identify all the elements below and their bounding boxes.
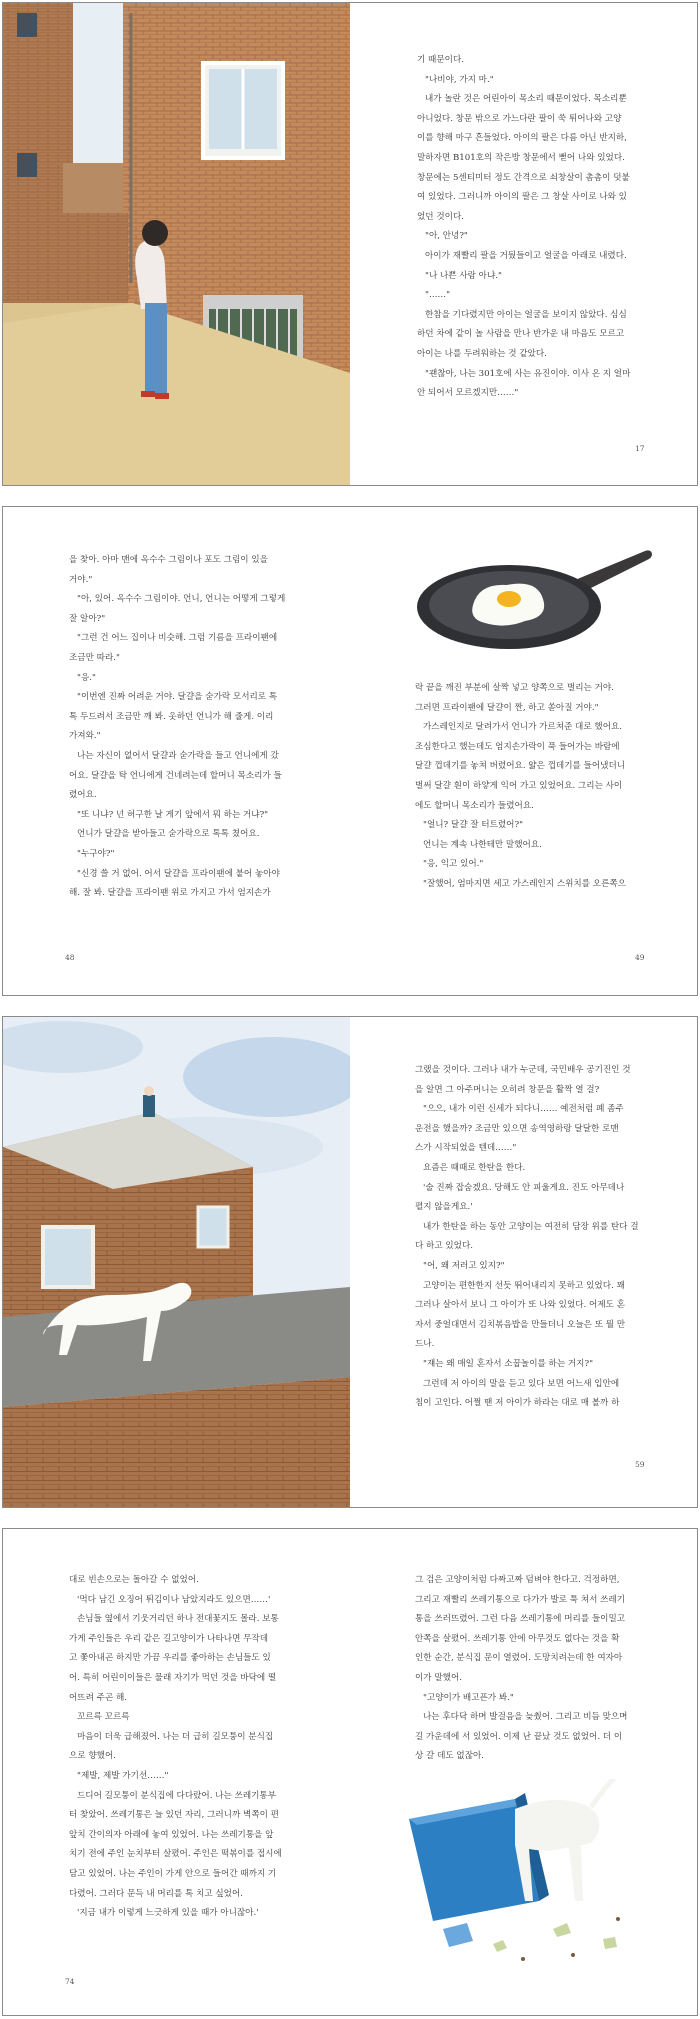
page-number: 49 <box>635 953 645 962</box>
text-line: 안쪽을 살폈어. 쓰레기통 안에 아무것도 없다는 것을 확 <box>415 1633 620 1644</box>
text-line: 요즘은 때때로 한탄을 한다. <box>423 1162 526 1173</box>
text-line: 터 찾았어. 쓰레기통은 늘 있던 자리, 그러니까 벽쪽이 편 <box>69 1810 279 1821</box>
text-line: 상 갈 데도 없잖아. <box>415 1751 485 1762</box>
text-line: 이가 말했어. <box>415 1672 462 1683</box>
text-line: "나비야, 가지 마." <box>425 74 494 85</box>
book-spread-3 <box>2 1016 698 1508</box>
text-line: 마음이 더욱 급해졌어. 나는 더 급히 길모퉁이 분식집 <box>77 1731 274 1742</box>
text-line: "아, 안녕?" <box>425 231 468 242</box>
text-line: 이를 향해 마구 흔들었다. 아이의 팔은 다름 아닌 반지하, <box>417 133 627 144</box>
text-line: 내가 놀란 것은 어린아이 목소리 때문이었다. 목소리뿐 <box>425 94 627 105</box>
text-line: 꼬르륵 꼬르륵 <box>77 1712 130 1723</box>
text-line: 하던 차에 같이 놀 사람을 만나 반가운 내 마음도 모르고 <box>417 329 625 340</box>
text-line: 달걀 껍데기를 놓쳐 버렸어요. 얇은 껍데기를 들어냈더니 <box>415 761 626 772</box>
text-line: 해. 잘 봐. 달걀을 프라이팬 위로 가지고 가서 엄지손가 <box>69 888 271 899</box>
text-line: "제발, 제발 가기선……" <box>77 1770 169 1781</box>
text-line: 그러면 프라이팬에 달걀이 짠, 하고 쏟아질 거야." <box>415 702 599 713</box>
text-line: "어, 왜 저러고 있지?" <box>423 1260 505 1271</box>
text-line: 언니는 계속 나한테만 말했어요. <box>423 839 542 850</box>
text-line: 을 알면 그 아주머니는 오히려 창문을 활짝 열 걸? <box>415 1084 600 1095</box>
cat-in-trash-bin-drawing <box>403 1779 663 1979</box>
page-text-left <box>69 551 337 904</box>
text-line: 아니었다. 창문 밖으로 가느다란 팔이 쑥 튀어나와 고양 <box>417 113 622 124</box>
text-line: 에도 할머니 목소리가 들렸어요. <box>415 800 534 811</box>
text-line: "잘했어, 엄마지면 세고 가스레인지 스위치를 오른쪽으 <box>423 878 626 889</box>
text-line: "으으, 내가 이런 신세가 되다니…… 예전처럼 폐 좀주 <box>423 1104 624 1115</box>
text-line: 어요. 달걀을 탁 언니에게 건네려는데 할머니 목소리가 들 <box>69 770 282 781</box>
text-line: 언니가 달걀을 받아들고 숟가락으로 톡톡 쳤어요. <box>77 829 260 840</box>
fried-egg-pan-drawing <box>413 547 653 657</box>
text-line: "응." <box>77 672 96 683</box>
text-line: "신경 쓸 거 없어. 어서 달걀을 프라이팬에 붙어 놓아야 <box>77 868 280 879</box>
text-line: "얼니? 달걀 잘 터트렸어?" <box>423 820 524 831</box>
text-line: 인한 순간, 분식집 문이 열렸어. 도망치려는데 한 여자아 <box>415 1653 623 1664</box>
text-line: 그랬을 것이다. 그러나 내가 누군데, 국민배우 공기진인 것 <box>415 1065 631 1075</box>
book-spread-1 <box>2 2 698 486</box>
text-line: "그런 건 어느 집이나 비슷해. 그럼 기름을 프라이팬에 <box>77 633 278 644</box>
text-line: "아, 있어. 옥수수 그림이야. 언니, 언니는 어떻게 그렇게 <box>77 594 286 605</box>
text-line: 한참을 기다렸지만 아이는 얼굴을 보이지 않았다. 심심 <box>425 309 627 320</box>
book-spread-4 <box>2 1528 698 2016</box>
text-line: "또 니냐? 넌 허구한 날 게기 앞에서 뭐 하는 거냐?" <box>77 809 269 820</box>
text-line: 침이 고인다. 어쩔 땐 저 아이가 하라는 대로 매 볼까 하 <box>415 1398 620 1409</box>
text-line: 기 때문이다. <box>417 55 464 65</box>
text-line: 손님들 옆에서 기웃거리던 하나 전대꽃지도 몰라. 보통 <box>77 1614 279 1625</box>
text-line: 담고 있었어. 나는 주인이 가게 안으로 들어간 때까지 기 <box>69 1868 277 1879</box>
illustration-cat-on-wall <box>3 1017 350 1508</box>
text-line: "쟤는 왜 매일 혼자서 소꿉놀이를 하는 거지?" <box>423 1358 594 1369</box>
text-line: 고양이는 편한한지 선듯 뛰어내리지 못하고 있었다. 꽤 <box>423 1280 625 1291</box>
text-line: 드나. <box>415 1339 435 1350</box>
text-line: 내가 한탄을 하는 동안 고양이는 여전히 담장 위를 탄다 걸 <box>423 1221 639 1232</box>
illustration-cat-trash-bin <box>403 1779 663 1979</box>
text-line: 길 가운데에 서 있었어. 이제 난 끝났 것도 없었어. 더 이 <box>415 1731 623 1742</box>
illustration-frying-pan <box>413 547 653 657</box>
text-line: 창문에는 5센티미터 정도 간격으로 쇠창살이 촘촘이 덧붙 <box>417 172 630 183</box>
text-line: "응, 익고 있어." <box>423 859 484 870</box>
text-line: 아이는 나를 두려워하는 것 같았다. <box>417 348 547 359</box>
text-line: 톡 두드려서 조금만 깨 봐. 옷하던 언니가 해 줄게. 이리 <box>69 711 274 722</box>
text-line: 앞치 간이의자 아래에 놓여 있었어. 나는 쓰레기통을 앞 <box>69 1829 274 1840</box>
text-line: 어뜨려 주곤 해. <box>69 1692 128 1703</box>
text-line: 을 찾아. 아마 맨에 옥수수 그림이나 포도 그림이 있을 <box>69 555 268 565</box>
page-text-left <box>69 1571 337 1924</box>
text-line: 었던 것이다. <box>417 211 464 222</box>
text-line: 운전을 했을까? 조금만 있으면 송역영하랑 달달한 로맨 <box>415 1123 619 1134</box>
page-text-right <box>415 1571 681 1767</box>
book-spread-2 <box>2 506 698 996</box>
text-line: 렸어요. <box>69 790 97 801</box>
text-line: 드디어 길모퉁이 분식집에 다다랐어. 나는 쓰레기통부 <box>77 1790 277 1801</box>
text-line: 어. 특히 어린이이들은 물래 자기가 먹던 것을 바닥에 떨 <box>69 1672 277 1683</box>
page-text-right <box>415 1061 681 1414</box>
text-line: 펼지 않을게요.' <box>415 1202 473 1213</box>
text-line: 그러나 살아서 보니 그 아이가 또 나와 있었다. 어제도 혼 <box>415 1300 625 1311</box>
text-line: "괜찮아, 나는 301호에 사는 유진이야. 이사 온 지 얼마 <box>425 368 631 379</box>
text-line: 조심한다고 했는데도 엄지손가락이 푹 들어가는 바람에 <box>415 741 620 752</box>
text-line: "나 나쁜 사람 아냐." <box>425 270 502 281</box>
text-line: '술 진짜 잡숨겠요. 당해도 안 피울게요. 진도 아무데나 <box>423 1182 625 1193</box>
text-line: 여 있었다. 그러니까 아이의 팔은 그 창살 사이로 나와 있 <box>417 192 627 203</box>
text-line: 가게 주인들은 우리 같은 길고양이가 나타나면 무작데 <box>69 1633 269 1644</box>
text-line: "이번엔 진짜 어려운 거야. 달걀을 숟가락 모서리로 톡 <box>77 692 278 703</box>
building-scene-drawing <box>3 3 350 486</box>
page-number: 48 <box>65 953 75 962</box>
text-line: 대로 빈손으로는 돌아갈 수 없었어. <box>69 1575 199 1585</box>
rooftop-cat-drawing <box>3 1017 350 1508</box>
text-line: "고양이가 배고픈가 봐." <box>423 1692 514 1703</box>
text-line: 아이가 재빨리 팔을 거뒀들이고 얼굴을 아래로 내렸다. <box>425 250 627 261</box>
text-line: '지금 내가 이렇게 느긋하게 있을 때가 아니잖아.' <box>77 1908 259 1919</box>
text-line: 말하자면 B101호의 작은방 창문에서 뻗어 나와 있었다. <box>417 152 625 163</box>
text-line: 그 검은 고양이처럼 다짜고짜 덤벼야 한다고. 걱정하면, <box>415 1575 620 1585</box>
text-line: 다 하고 있었다. <box>415 1241 474 1252</box>
text-line: "누구야?" <box>77 848 115 859</box>
text-line: "……" <box>425 290 451 301</box>
text-line: 잘 알아?" <box>69 613 106 624</box>
text-line: 고 쫓아내곤 하지만 가끔 우리를 좋아하는 손님들도 있 <box>69 1653 271 1664</box>
text-line: 다렸어. 그러다 문득 내 머리를 톡 치고 싶었어. <box>69 1888 244 1899</box>
text-line: '먹다 남긴 오징어 튀김이나 남았지라도 있으면……' <box>77 1594 271 1605</box>
text-line: 락 끝을 깨진 부분에 살짝 넣고 양쪽으로 벌리는 거야. <box>415 683 614 693</box>
text-line: 거야." <box>69 574 93 585</box>
text-line: 그런데 저 아이의 말을 듣고 있다 보면 어느새 입안에 <box>423 1378 620 1389</box>
illustration-girl-at-window <box>3 3 350 486</box>
text-line: 으로 향했어. <box>69 1751 116 1762</box>
text-line: 벌써 달걀 흰이 하얗게 익어 가고 있었어요. 그리는 사이 <box>415 780 623 791</box>
text-line: 나는 후다닥 하며 발걸음을 늦췄어. 그리고 비듬 맞으며 <box>423 1712 628 1723</box>
text-line: 자서 중얼대면서 김치볶음밥을 만들더니 오늘은 또 뭘 만 <box>415 1319 626 1330</box>
text-line: 치기 전에 주인 눈치부터 살폈어. 주인은 떡볶이를 접시에 <box>69 1849 282 1860</box>
text-line: 안 되어서 모르겠지만……" <box>417 388 519 399</box>
text-line: 나는 자신이 없어서 달걀과 숟가락을 들고 언니에게 갔 <box>77 750 279 761</box>
page-text-right <box>415 679 681 895</box>
page-number: 74 <box>65 1977 75 1986</box>
page-number: 17 <box>635 444 645 453</box>
text-line: 가스레인지로 달려가서 언니가 가르쳐준 대로 했어요. <box>423 722 623 733</box>
text-line: 그리고 재빨리 쓰레기통으로 다가가 발로 툭 쳐서 쓰레기 <box>415 1594 626 1605</box>
text-line: 통을 쓰러뜨렸어. 그런 다음 쓰레기통에 머리를 들이밀고 <box>415 1614 626 1625</box>
text-line: 스가 시작되었을 텐데……" <box>415 1143 517 1154</box>
text-line: 가져와." <box>69 731 101 742</box>
page-number: 59 <box>635 1460 645 1469</box>
page-text-right <box>417 51 679 404</box>
text-line: 조금만 따라." <box>69 652 120 663</box>
